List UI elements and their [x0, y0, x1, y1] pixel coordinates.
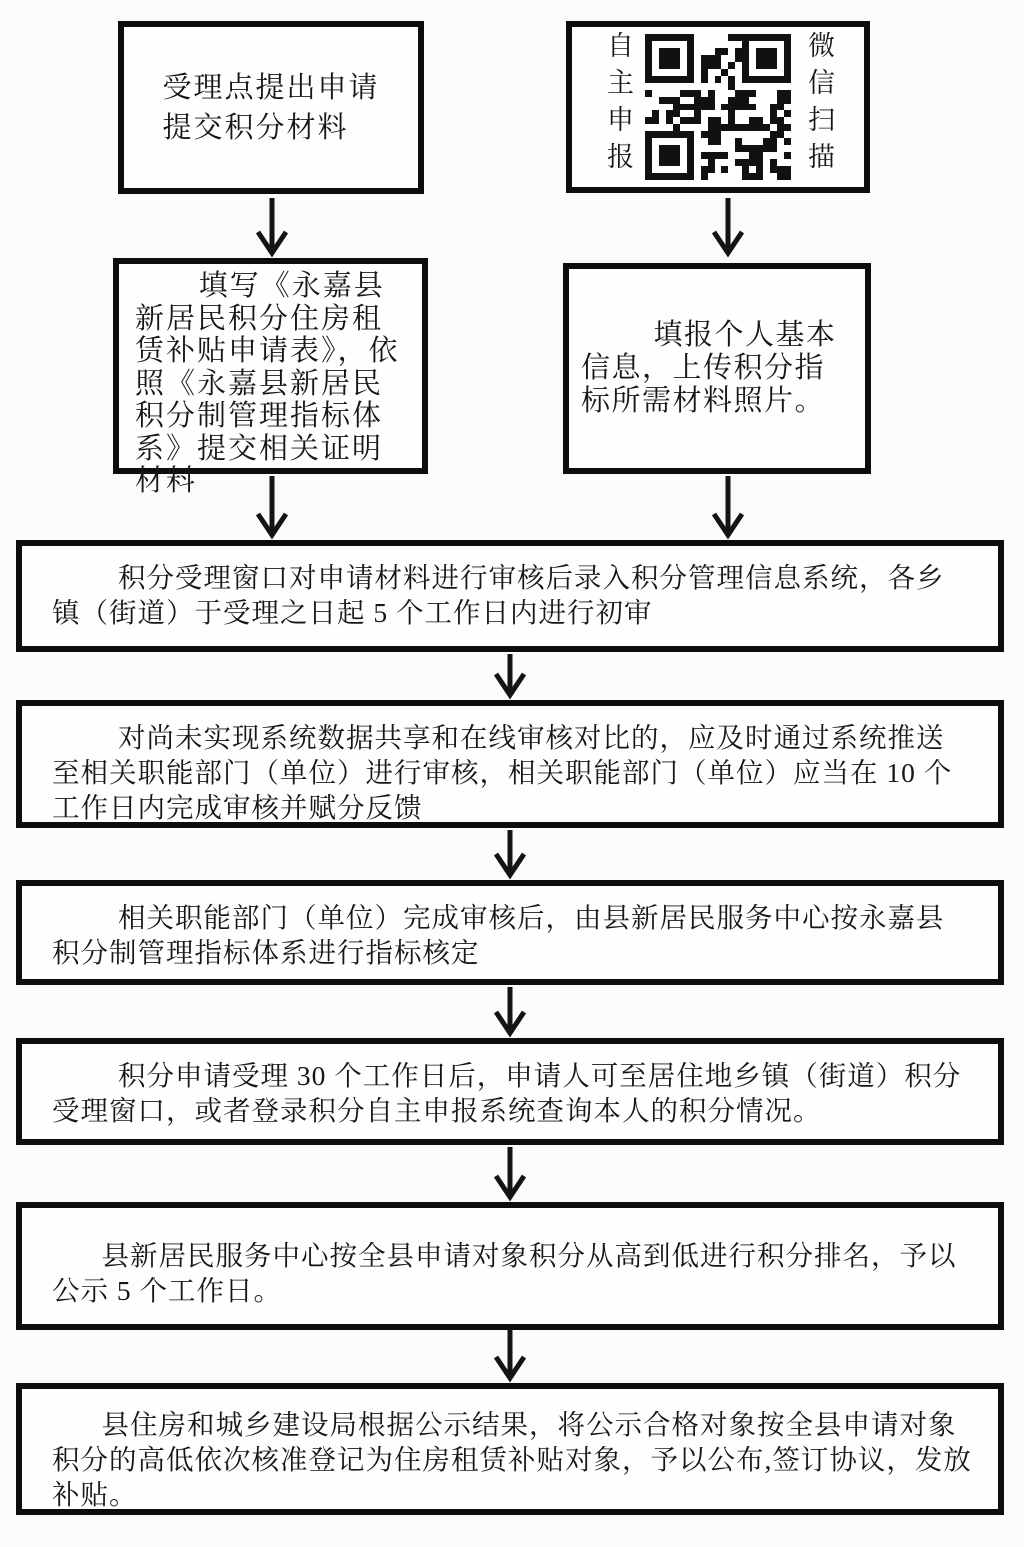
box-fill-application-form: [113, 258, 428, 497]
box-apply-at-service-point: [118, 21, 424, 194]
step-box-department-review: [16, 700, 1004, 828]
step-text-5: 县新居民服务中心按全县申请对象积分从高到低进行积分排名，予以公示 5 个工作日。: [52, 1240, 957, 1306]
step-box-score-inquiry: [16, 1038, 1004, 1145]
form-box-text: 填写《永嘉县新居民积分住房租赁补贴申请表》，依照《永嘉县新居民积分制管理指标体系》提交相关证明材料: [135, 270, 400, 497]
qr-right-label: 微信扫描: [804, 31, 834, 179]
down-arrow: [706, 198, 750, 256]
step-box-score-ranking: [16, 1202, 1004, 1330]
down-arrow: [488, 1329, 532, 1381]
qr-code-icon: [645, 34, 791, 180]
apply-box-line-1: 受理点提出申请: [162, 71, 380, 104]
down-arrow: [250, 476, 294, 538]
down-arrow: [250, 198, 294, 256]
step-box-indicator-verification: [16, 880, 1004, 985]
step-text-1: 积分受理窗口对申请材料进行审核后录入积分管理信息系统，各乡镇（街道）于受理之日起 5 个工作日内进行初审: [52, 562, 945, 628]
step-text-6: 县住房和城乡建设局根据公示结果，将公示合格对象按全县申请对象积分的高低依次核准登记为住房租赁补贴对象，予以公布,签订协议，发放补贴。: [52, 1409, 972, 1510]
down-arrow: [488, 987, 532, 1036]
down-arrow: [706, 476, 750, 538]
online-box-text: 填报个人基本信息，上传积分指标所需材料照片。: [581, 319, 837, 417]
step-text-3: 相关职能部门（单位）完成审核后，由县新居民服务中心按永嘉县积分制管理指标体系进行指标核定: [52, 902, 945, 968]
qr-left-label: 自主申报: [603, 31, 633, 179]
down-arrow: [488, 654, 532, 698]
box-fill-personal-info: [563, 263, 871, 474]
down-arrow: [488, 830, 532, 878]
step-text-4: 积分申请受理 30 个工作日后，申请人可至居住地乡镇（街道）积分受理窗口，或者登录积分自主申报系统查询本人的积分情况。: [52, 1060, 962, 1126]
step-box-window-review: [16, 540, 1004, 652]
box-qr-self-declaration: [566, 21, 870, 193]
step-box-subsidy-approval: [16, 1383, 1004, 1515]
down-arrow: [488, 1147, 532, 1200]
step-text-2: 对尚未实现系统数据共享和在线审核对比的，应及时通过系统推送至相关职能部门（单位）进行审核，相关职能部门（单位）应当在 10 个工作日内完成审核并赋分反馈: [52, 722, 953, 823]
apply-box-line-2: 提交积分材料: [162, 111, 349, 144]
